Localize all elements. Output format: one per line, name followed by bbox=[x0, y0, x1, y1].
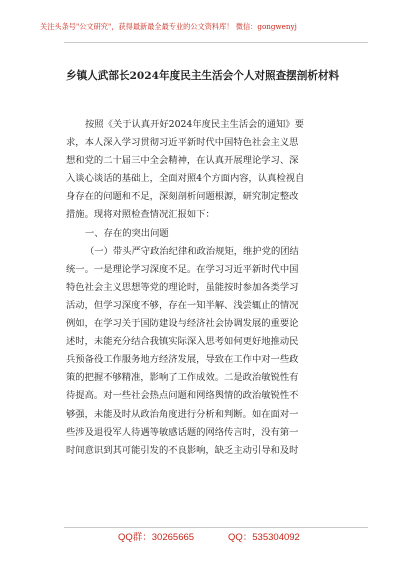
body-line: 述时，未能充分结合我镇实际深入思考如何更好地推动民 bbox=[66, 336, 299, 348]
body-line: 求，本人深入学习贯彻习近平新时代中国特色社会主义思 bbox=[66, 137, 299, 149]
header-divider bbox=[64, 42, 368, 43]
body-line: 一、存在的突出问题 bbox=[85, 227, 169, 239]
body-line: 身存在的问题和不足，深刻剖析问题根源，研究制定整改 bbox=[66, 191, 299, 203]
body-line: 待提高。对一些社会热点问题和网络舆情的政治敏锐性不 bbox=[66, 390, 299, 402]
body-line: 够强，未能及时从政治角度进行分析和判断。如在面对一 bbox=[66, 408, 299, 420]
body-line: 想和党的二十届三中全会精神，在认真开展理论学习、深 bbox=[66, 155, 299, 167]
body-line: 些涉及退役军人待遇等敏感话题的网络传言时，没有第一 bbox=[66, 426, 299, 438]
qq-number: QQ：535304092 bbox=[228, 532, 300, 543]
body-line: 措施。现将对照检查情况汇报如下： bbox=[66, 209, 215, 221]
body-line: 活动，但学习深度不够，存在一知半解、浅尝辄止的情况 bbox=[66, 299, 299, 311]
body-line: 入谈心谈话的基础上，全面对照4个方面内容，认真检视自 bbox=[66, 173, 305, 185]
promo-line: 关注头条号"公文研究"，获得最新最全最专业的公文资料库！ 微信：gongwenyj bbox=[40, 22, 297, 31]
body-line: （一）带头严守政治纪律和政治规矩，维护党的团结 bbox=[85, 245, 299, 257]
body-line: 按照《关于认真开好2024年度民主生活会的通知》要 bbox=[85, 119, 304, 130]
qq-group-number: QQ群：30265665 bbox=[118, 532, 195, 543]
body-line: 时间意识到其可能引发的不良影响，缺乏主动引导和及时 bbox=[66, 444, 299, 456]
footer-divider bbox=[64, 527, 368, 528]
body-line: 例如，在学习关于国防建设与经济社会协调发展的重要论 bbox=[66, 318, 299, 330]
body-line: 统一。一是理论学习深度不足。在学习习近平新时代中国 bbox=[66, 263, 299, 275]
body-line: 兵预备役工作服务地方经济发展，导致在工作中对一些政 bbox=[66, 354, 299, 366]
body-line: 特色社会主义思想等党的理论时，虽能按时参加各类学习 bbox=[66, 281, 299, 293]
body-line: 策的把握不够精准，影响了工作成效。二是政治敏锐性有 bbox=[66, 372, 299, 384]
document-title: 乡镇人武部长2024年度民主生活会个人对照查摆剖析材料 bbox=[66, 70, 340, 82]
document-body bbox=[66, 116, 366, 524]
